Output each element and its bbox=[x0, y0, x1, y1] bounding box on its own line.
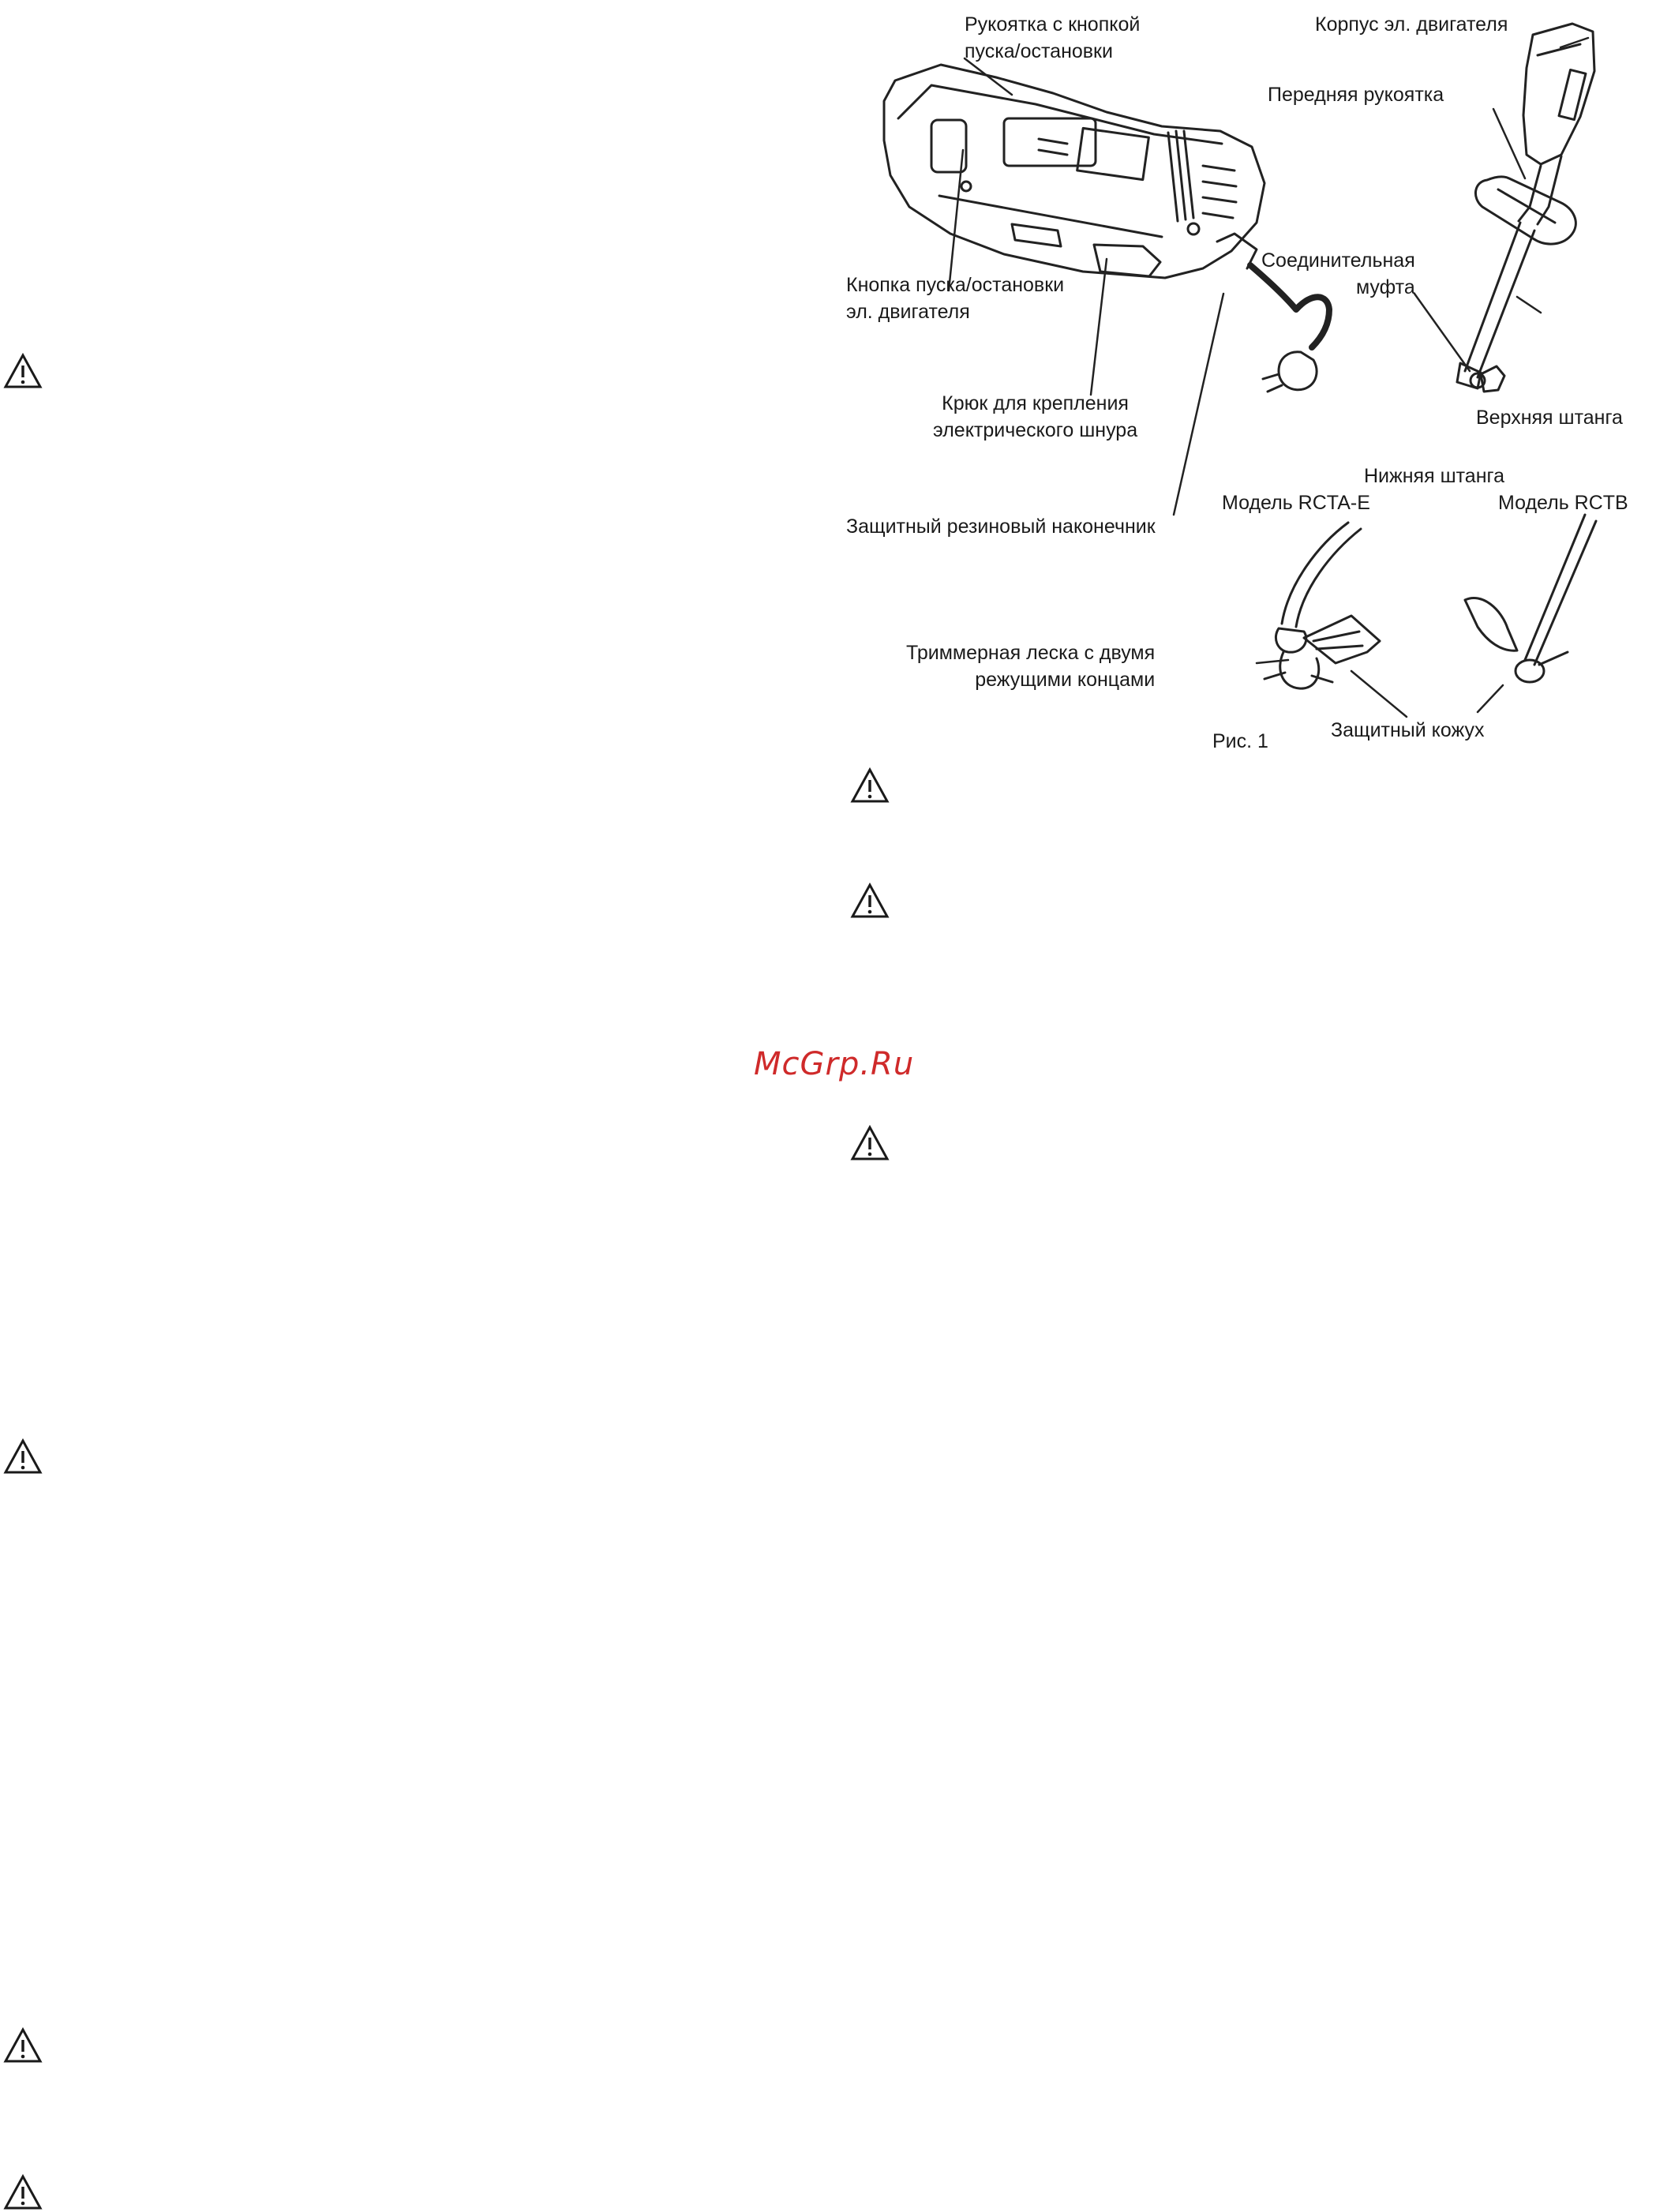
label-upper-shaft: Верхняя штанга bbox=[1476, 407, 1623, 429]
figure-trimmer-parts bbox=[846, 0, 1656, 759]
label-motor-housing: Корпус эл. двигателя bbox=[1315, 13, 1508, 36]
label-coupling: Соединительная муфта bbox=[1261, 249, 1415, 298]
label-handle: Рукоятка с кнопкой пуска/остановки bbox=[965, 13, 1141, 62]
warning-icon bbox=[850, 883, 890, 919]
warning-icon bbox=[850, 1125, 890, 1161]
warning-icon bbox=[3, 353, 43, 389]
label-start-button: Кнопка пуска/остановки эл. двигателя bbox=[846, 274, 1065, 323]
label-rubber-tip: Защитный резиновый наконечник bbox=[846, 516, 1156, 538]
label-model-rctb: Модель RCTB bbox=[1498, 492, 1628, 514]
motor-unit-drawing bbox=[884, 65, 1329, 392]
label-guard: Защитный кожух bbox=[1331, 719, 1485, 741]
figure-caption: Рис. 1 bbox=[1212, 730, 1268, 752]
watermark-text: McGrp.Ru bbox=[754, 1046, 915, 1082]
lower-shaft-drawing bbox=[1264, 515, 1596, 688]
label-model-rcta: Модель RCTA-E bbox=[1222, 492, 1370, 514]
label-front-handle: Передняя рукоятка bbox=[1268, 84, 1444, 106]
label-cord-hook: Крюк для крепления электрического шнура bbox=[933, 392, 1138, 441]
upper-shaft-drawing bbox=[1457, 24, 1594, 392]
label-lower-shaft: Нижняя штанга bbox=[1364, 465, 1504, 487]
warning-icon bbox=[3, 2027, 43, 2064]
warning-icon bbox=[3, 2174, 43, 2210]
warning-icon bbox=[850, 767, 890, 804]
warning-icon bbox=[3, 1438, 43, 1475]
label-trimmer-line: Триммерная леска с двумя режущими концами bbox=[906, 642, 1156, 691]
